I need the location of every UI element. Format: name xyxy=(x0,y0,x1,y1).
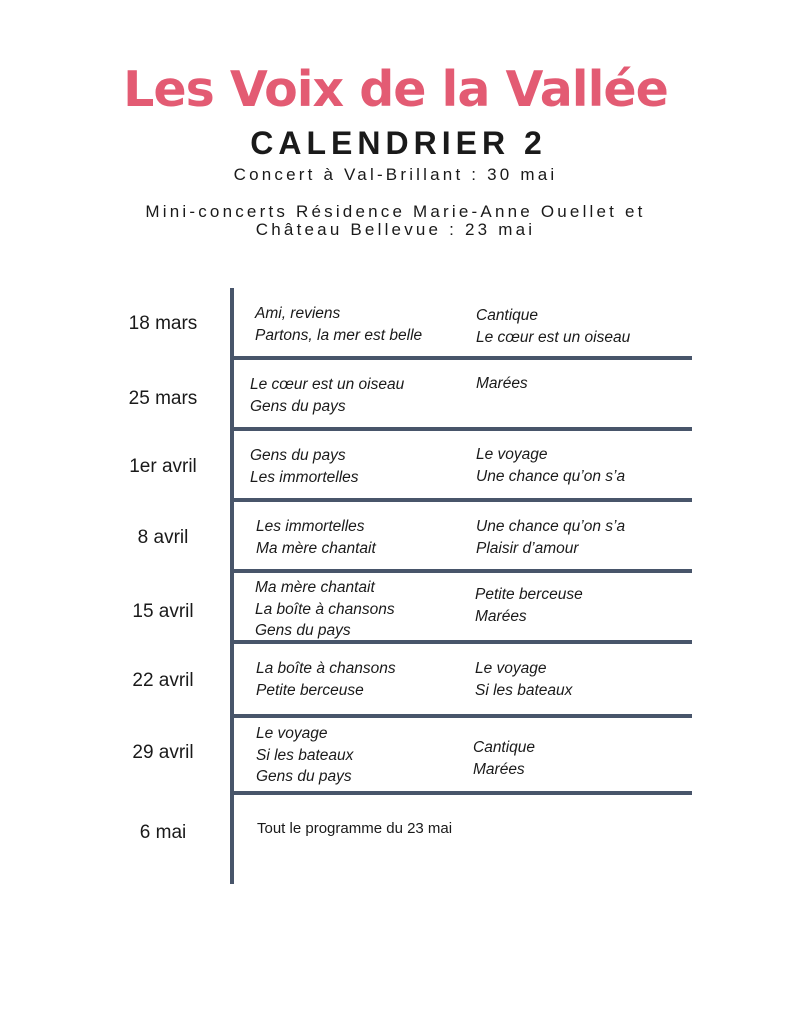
row-divider xyxy=(232,569,692,573)
song-title: Le cœur est un oiseau xyxy=(250,376,405,393)
song-title: Le voyage xyxy=(256,725,328,742)
page-subtitle: CALENDRIER 2 xyxy=(250,125,547,161)
row-divider xyxy=(232,791,692,795)
song-title: Marées xyxy=(476,375,528,392)
schedule-date: 8 avril xyxy=(137,527,189,548)
song-title: Partons, la mer est belle xyxy=(255,326,423,344)
song-title: Petite berceuse xyxy=(256,681,364,699)
song-title: Une chance qu’on s’a xyxy=(476,518,626,535)
songs-column-2 xyxy=(476,305,630,348)
song-title: Cantique xyxy=(473,739,536,756)
songs-column-1 xyxy=(250,445,359,488)
songs-column-2 xyxy=(476,516,625,559)
song-title: Le voyage xyxy=(475,660,547,677)
mini-concerts-info-line2: Château Bellevue : 23 mai xyxy=(255,220,536,239)
song-title: Si les bateaux xyxy=(475,681,573,699)
song-title: Les immortelles xyxy=(250,468,359,486)
row-divider xyxy=(232,498,692,502)
song-title: Si les bateaux xyxy=(256,746,354,764)
songs-column-2 xyxy=(475,584,583,627)
song-title: Ma mère chantait xyxy=(256,539,376,557)
songs-column-1 xyxy=(255,303,422,346)
songs-column-2 xyxy=(476,444,625,487)
song-title: Les immortelles xyxy=(256,518,365,535)
song-title: La boîte à chansons xyxy=(256,660,396,677)
songs-column-2 xyxy=(476,373,528,395)
song-title: Une chance qu’on s’a xyxy=(476,467,626,485)
song-title: Gens du pays xyxy=(250,447,346,464)
song-title: Gens du pays xyxy=(256,768,352,785)
row-divider xyxy=(232,356,692,360)
songs-column-1 xyxy=(256,658,396,701)
song-title: Gens du pays xyxy=(255,622,351,639)
schedule-date: 15 avril xyxy=(132,601,194,622)
concert-info: Concert à Val-Brillant : 30 mai xyxy=(233,165,558,184)
song-title: Le voyage xyxy=(476,446,548,463)
song-title: Marées xyxy=(473,760,525,778)
row-divider xyxy=(232,714,692,718)
song-title: Petite berceuse xyxy=(475,586,583,603)
songs-column-1 xyxy=(256,516,376,559)
song-title: Ami, reviens xyxy=(255,305,341,322)
song-title: Plaisir d’amour xyxy=(476,539,579,557)
song-title: Le cœur est un oiseau xyxy=(476,328,631,346)
song-title: La boîte à chansons xyxy=(255,600,395,618)
song-title: Gens du pays xyxy=(250,397,346,415)
schedule-date: 18 mars xyxy=(128,313,198,334)
songs-column-1 xyxy=(256,723,353,788)
songs-column-2 xyxy=(475,658,572,701)
page-title: Les Voix de la Vallée xyxy=(123,61,668,118)
schedule-date: 6 mai xyxy=(139,822,187,843)
mini-concerts-info-line1: Mini-concerts Résidence Marie-Anne Ouellet et xyxy=(145,202,646,221)
song-title: Cantique xyxy=(476,307,539,324)
row-divider xyxy=(232,427,692,431)
schedule-date: 1er avril xyxy=(129,456,197,477)
song-title: Marées xyxy=(475,607,527,625)
songs-column-1 xyxy=(255,577,395,642)
program-note: Tout le programme du 23 mai xyxy=(257,820,453,837)
schedule-date: 22 avril xyxy=(132,670,194,691)
schedule-date: 25 mars xyxy=(128,388,198,409)
songs-column-2 xyxy=(473,737,535,780)
songs-column-1 xyxy=(250,374,404,417)
schedule-date: 29 avril xyxy=(132,742,194,763)
song-title: Ma mère chantait xyxy=(255,579,375,596)
